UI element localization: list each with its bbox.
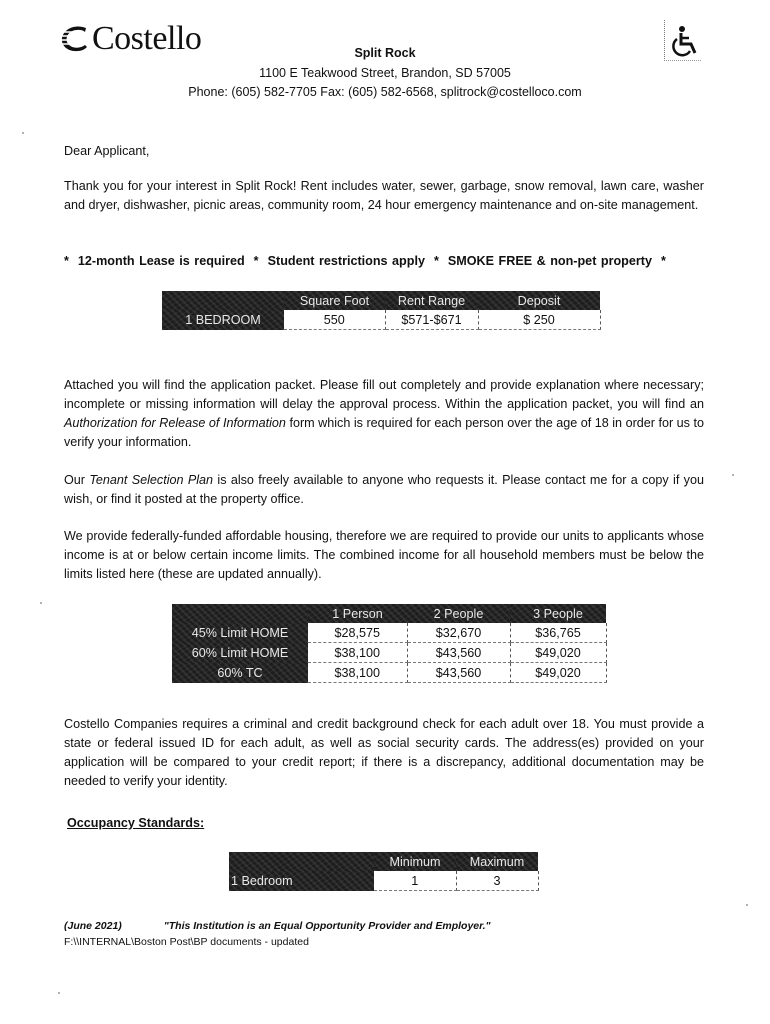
income-row-label: 45% Limit HOME — [172, 623, 308, 643]
scan-speck — [40, 602, 42, 604]
application-paragraph: Attached you will find the application packet. Please fill out completely and provide explanation where necessary; incomplete or missing information will delay the approval process. Within the application packet, you will find an Authorization for Release of Information form which is required for each person over the age of 18 in order for us to verify your information. — [64, 378, 704, 449]
property-contact: Phone: (605) 582-7705 Fax: (605) 582-6568, splitrock@costelloco.com — [188, 85, 582, 99]
rent-sqft-value: 550 — [284, 310, 385, 330]
income-cell: $36,765 — [510, 623, 606, 643]
income-cell: $43,560 — [407, 663, 510, 683]
file-path: F:\\INTERNAL\Boston Post\BP documents - updated — [64, 936, 309, 948]
income-cell: $49,020 — [510, 663, 606, 683]
income-header-1: 1 Person — [308, 604, 407, 623]
notice-student: Student restrictions apply — [267, 254, 425, 268]
tenant-selection-paragraph: Our Tenant Selection Plan is also freely available to anyone who requests it. Please contact me for a copy if you wish, or find it posted at the property office. — [64, 473, 704, 506]
property-address: 1100 E Teakwood Street, Brandon, SD 57005 — [259, 66, 511, 80]
rent-row-label: 1 BEDROOM — [162, 310, 284, 330]
rent-header-range: Rent Range — [385, 291, 478, 310]
lease-notices: * 12-month Lease is required * Student restrictions apply * SMOKE FREE & non-pet property * — [64, 254, 666, 268]
footer-line — [64, 920, 491, 932]
intro-paragraph: Thank you for your interest in Split Rock! Rent includes water, sewer, garbage, snow removal, lawn care, washer and dryer, dishwasher, picnic areas, community room, 24 hour emergency maintenance and on-site management. — [64, 179, 704, 212]
rent-deposit-value: $ 250 — [478, 310, 600, 330]
occupancy-table — [229, 852, 539, 891]
rent-range-value: $571-$671 — [385, 310, 478, 330]
logo-text: Costello — [92, 20, 202, 57]
rent-header-deposit: Deposit — [478, 291, 600, 310]
income-cell: $32,670 — [407, 623, 510, 643]
footer-date: (June 2021) — [64, 920, 122, 932]
income-header-2: 2 People — [407, 604, 510, 623]
income-header-3: 3 People — [510, 604, 606, 623]
income-cell: $38,100 — [308, 643, 407, 663]
scan-speck — [58, 992, 60, 994]
income-limits-table — [172, 604, 607, 683]
scan-speck — [732, 474, 734, 476]
occupancy-heading: Occupancy Standards: — [67, 816, 205, 830]
notice-smoke-free: SMOKE FREE & non-pet property — [447, 254, 652, 268]
tenant-selection-plan: Tenant Selection Plan — [89, 473, 214, 487]
income-cell: $38,100 — [308, 663, 407, 683]
occupancy-header-max: Maximum — [456, 852, 538, 871]
income-cell: $28,575 — [308, 623, 407, 643]
income-paragraph: We provide federally-funded affordable housing, therefore we are required to provide our units to applicants whose income is at or below certain income limits. The combined income for all household members must be below the limits listed here (these are updated annually). — [64, 529, 704, 581]
scan-speck — [22, 132, 24, 134]
rent-table — [162, 291, 601, 330]
occupancy-row-label: 1 Bedroom — [229, 871, 374, 891]
occupancy-min-value: 1 — [374, 871, 456, 891]
scan-speck — [746, 904, 748, 906]
occupancy-header-min: Minimum — [374, 852, 456, 871]
income-cell: $49,020 — [510, 643, 606, 663]
income-cell: $43,560 — [407, 643, 510, 663]
background-check-paragraph: Costello Companies requires a criminal and credit background check for each adult over 18. You must provide a state or federal issued ID for each adult, as well as social security cards. The address(es) provided on your application will be compared to your credit report; if there is a discrepancy, additional documentation may be needed to verify your identity. — [64, 717, 704, 788]
notice-lease: 12-month Lease is required — [77, 254, 245, 268]
income-row-label: 60% Limit HOME — [172, 643, 308, 663]
rent-header-sqft: Square Foot — [284, 291, 385, 310]
authorization-form-name: Authorization for Release of Information — [64, 416, 286, 430]
equal-opportunity-statement: "This Institution is an Equal Opportunity Provider and Employer." — [163, 920, 491, 932]
property-name: Split Rock — [354, 46, 416, 60]
income-row-label: 60% TC — [172, 663, 308, 683]
salutation: Dear Applicant, — [64, 144, 150, 158]
occupancy-max-value: 3 — [456, 871, 538, 891]
